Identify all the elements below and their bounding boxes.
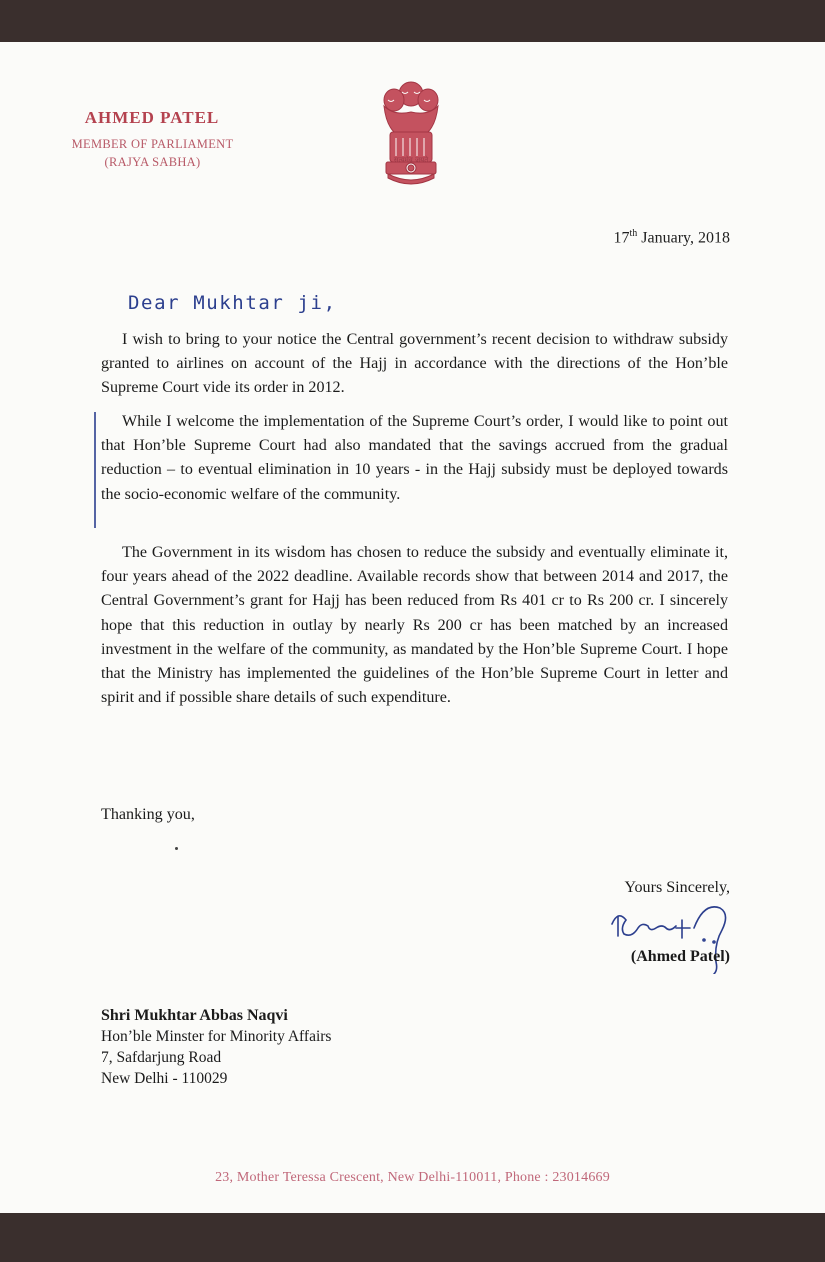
recipient-address-line-1: 7, Safdarjung Road [101, 1049, 222, 1066]
handwritten-margin-line [94, 412, 96, 528]
letterhead-name: AHMED PATEL [84, 108, 220, 127]
top-border [0, 0, 825, 42]
letterhead-role-title: MEMBER OF PARLIAMENT [71, 137, 234, 151]
letterhead-house: (RAJYA SABHA) [104, 155, 201, 169]
signer-name: (Ahmed Patel) [630, 948, 730, 965]
date-suffix: th [629, 228, 638, 239]
closing-text: Thanking you, [101, 806, 195, 823]
recipient-address-line-2: New Delhi - 110029 [101, 1070, 228, 1087]
sign-off: Yours Sincerely, [624, 879, 730, 896]
paragraph-1: I wish to bring to your notice the Central government’s recent decision to withdraw subsidy granted to airlines on account of the Hajj in accordance with the directions of the Hon’ble Supreme Court vide its order in 2012. [101, 331, 728, 397]
letter-date [560, 228, 730, 247]
bottom-border [0, 1213, 825, 1262]
recipient-name: Shri Mukhtar Abbas Naqvi [101, 1007, 288, 1024]
paragraph-2: While I welcome the implementation of the Supreme Court’s order, I would like to point out that Hon’ble Supreme Court had also mandated that the savings accrued from the gradual reduction – to eventual elimination in 10 years - in the Hajj subsidy must be deployed towards the socio-economic welfare of the community. [101, 413, 728, 503]
date-rest: January, 2018 [637, 229, 730, 247]
letterhead-footer-address: 23, Mother Teressa Crescent, New Delhi-110011, Phone : 23014669 [215, 1170, 610, 1185]
emblem-motto: सत्यमेव जयते [393, 156, 429, 164]
national-emblem-icon [372, 76, 450, 196]
date-day: 17 [613, 229, 630, 247]
letterhead-role [40, 135, 265, 171]
paragraph-3: The Government in its wisdom has chosen to reduce the subsidy and eventually eliminate it, four years ahead of the 2022 deadline. Available records show that between 2014 and 2017, the Central Government’s grant for Hajj has been reduced from Rs 401 cr to Rs 200 cr. I sincerely hope that this reduction in outlay by nearly Rs 200 cr has been matched by an increased investment in the welfare of the community, as mandated by the Hon’ble Supreme Court. I hope that the Ministry has implemented the guidelines of the Hon’ble Supreme Court in letter and spirit and if possible share details of such expenditure. [101, 544, 728, 707]
recipient-block [101, 1005, 331, 1089]
handwritten-salutation: Dear Mukhtar ji, [128, 292, 337, 314]
letter-page [0, 42, 825, 1213]
ink-dot [175, 847, 178, 850]
recipient-title: Hon’ble Minster for Minority Affairs [101, 1028, 332, 1045]
